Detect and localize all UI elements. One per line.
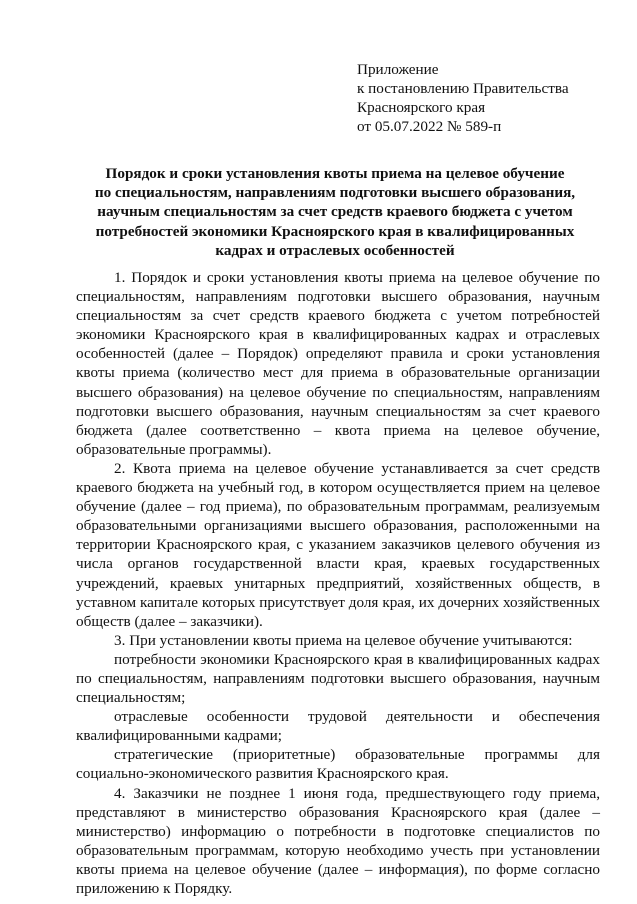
title-line: Порядок и сроки установления квоты приема на целевое обучение <box>105 165 565 182</box>
paragraph-1: 1. Порядок и сроки установления квоты приема на целевое обучение по специальностям, направлениям подготовки высшего образования, научным специальностям за счет средств краевого бюджета с учетом потребностей экономики Красноярского края в квалифицированных кадрах и отраслевых особенностей (далее – Порядок) определяют правила и сроки установления квоты приема (количество мест для приема в образовательные организации высшего образования) на целевое обучение по специальностям, направлениям подготовки высшего образования, научным специальностям за счет краевого бюджета (далее соответственно – квота приема на целевое обучение, образовательные программы). <box>76 269 600 458</box>
paragraph-3-item-strategic: стратегические (приоритетные) образовательные программы для социально-экономического развития Красноярского края. <box>76 746 600 783</box>
title-line: кадрах и отраслевых особенностей <box>215 241 455 259</box>
document-body <box>76 268 600 898</box>
appendix-resolution-ref: к постановлению Правительства <box>357 80 569 97</box>
paragraph-3: 3. При установлении квоты приема на целевое обучение учитываются: <box>114 631 573 649</box>
appendix-header <box>357 60 617 136</box>
title-line: по специальностям, направлениям подготовки высшего образования, <box>94 184 576 202</box>
appendix-label: Приложение <box>357 61 439 78</box>
paragraph-3-item-industry: отраслевые особенности трудовой деятельности и обеспечения квалифицированными кадрами; <box>76 708 600 745</box>
paragraph-2: 2. Квота приема на целевое обучение устанавливается за счет средств краевого бюджета на учебный год, в котором осуществляется прием на целевое обучение (далее – год приема), по образовательным программам, реализуемым образовательными организациями высшего образования, расположенными на территории Красноярского края, с указанием заказчиков целевого обучения из числа органов государственной власти края, краевых государственных учреждений, краевых унитарных предприятий, хозяйственных обществ, в уставном капитале которых присутствует доля края, их дочерних хозяйственных обществ (далее – заказчики). <box>76 459 600 630</box>
appendix-region: Красноярского края <box>357 99 486 116</box>
title-line: научным специальностям за счет средств краевого бюджета с учетом <box>97 203 573 221</box>
appendix-date-number: от 05.07.2022 № 589-п <box>357 118 502 135</box>
paragraph-3-item-needs: потребности экономики Красноярского края в квалифицированных кадрах по специальностям, направлениям подготовки высшего образования, научным специальностям; <box>76 650 600 707</box>
document-title <box>70 164 600 260</box>
paragraph-4: 4. Заказчики не позднее 1 июня года, предшествующего году приема, представляют в министерство образования Красноярского края (далее – министерство) информацию о потребности в подготовке специалистов по образовательным программам, которую необходимо учесть при установлении квоты приема на целевое обучение (далее – информация), по форме согласно приложению к Порядку. <box>76 784 600 897</box>
title-line: потребностей экономики Красноярского края в квалифицированных <box>95 222 575 240</box>
